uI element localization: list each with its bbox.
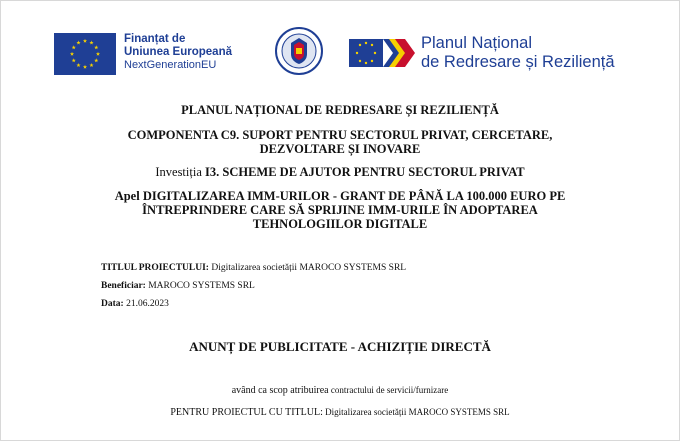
plan-title: PLANUL NAȚIONAL DE REDRESARE ȘI REZILIENȚĂ (181, 103, 499, 117)
eu-star-icon (76, 63, 80, 67)
component-line-1: COMPONENTA C9. SUPORT PENTRU SECTORUL PRIVAT, CERCETARE, (127, 128, 553, 142)
eu-funding-logo (54, 33, 232, 75)
project-line (80, 407, 600, 418)
component-title (80, 128, 600, 156)
call-line-3: TEHNOLOGIILOR DIGITALE (252, 217, 428, 231)
call-line-1: Apel DIGITALIZAREA IMM-URILOR - GRANT DE PÂNĂ LA 100.000 EURO PE (114, 189, 566, 203)
scope-prefix: având ca scop atribuirea (231, 385, 329, 396)
pnrr-flag-mark-icon (349, 35, 415, 71)
project-title-row (101, 262, 406, 274)
eu-star-icon (72, 45, 76, 49)
eu-line-2: Uniunea Europeană (124, 46, 232, 58)
date-value: 21.06.2023 (123, 299, 169, 309)
call-line-2: ÎNTREPRINDERE CARE SĂ SPRIJINE IMM-URILE ÎN ADOPTAREA (142, 203, 538, 217)
project-prefix: PENTRU PROIECTUL CU TITLUL: (170, 407, 323, 418)
eu-star-icon (72, 58, 76, 62)
call-title (80, 189, 600, 231)
investment-title (80, 165, 600, 179)
eu-flag-icon (54, 33, 116, 75)
pnrr-line-1: Planul Național (421, 34, 532, 52)
pnrr-logo (349, 34, 615, 72)
scope-rest: contractului de servicii/furnizare (328, 385, 449, 395)
eu-star-icon (76, 41, 80, 45)
project-title-label: TITLUL PROIECTULUI: (101, 263, 209, 273)
beneficiary-row (101, 280, 255, 292)
eu-star-icon (83, 65, 87, 69)
eu-line-3: NextGenerationEU (124, 59, 217, 71)
pnrr-text (421, 34, 615, 72)
eu-star-icon (70, 52, 74, 56)
component-line-2: DEZVOLTARE ȘI INOVARE (259, 142, 421, 156)
date-row (101, 298, 169, 310)
scope-text (80, 385, 600, 396)
announcement-title: ANUNȚ DE PUBLICITATE - ACHIZIȚIE DIRECTĂ (189, 339, 491, 354)
romanian-government-seal-icon (274, 26, 324, 76)
eu-line-1: Finanțat de (124, 33, 186, 45)
pnrr-line-2: de Redresare și Reziliență (421, 53, 615, 71)
investment-rest: I3. SCHEME DE AJUTOR PENTRU SECTORUL PRIVAT (201, 165, 525, 179)
eu-star-icon (96, 52, 100, 56)
beneficiary-label: Beneficiar: (101, 281, 146, 291)
investment-prefix: Investiția (155, 165, 202, 179)
project-title-value: Digitalizarea societății MAROCO SYSTEMS SRL (208, 263, 407, 273)
date-label: Data: (101, 299, 124, 309)
eu-star-icon (83, 39, 87, 43)
beneficiary-value: MAROCO SYSTEMS SRL (145, 281, 255, 291)
eu-funding-text (124, 33, 232, 72)
eu-star-icon (94, 58, 98, 62)
project-rest: Digitalizarea societății MAROCO SYSTEMS SRL (322, 407, 510, 417)
eu-star-icon (89, 41, 93, 45)
eu-star-icon (89, 63, 93, 67)
eu-star-icon (94, 45, 98, 49)
